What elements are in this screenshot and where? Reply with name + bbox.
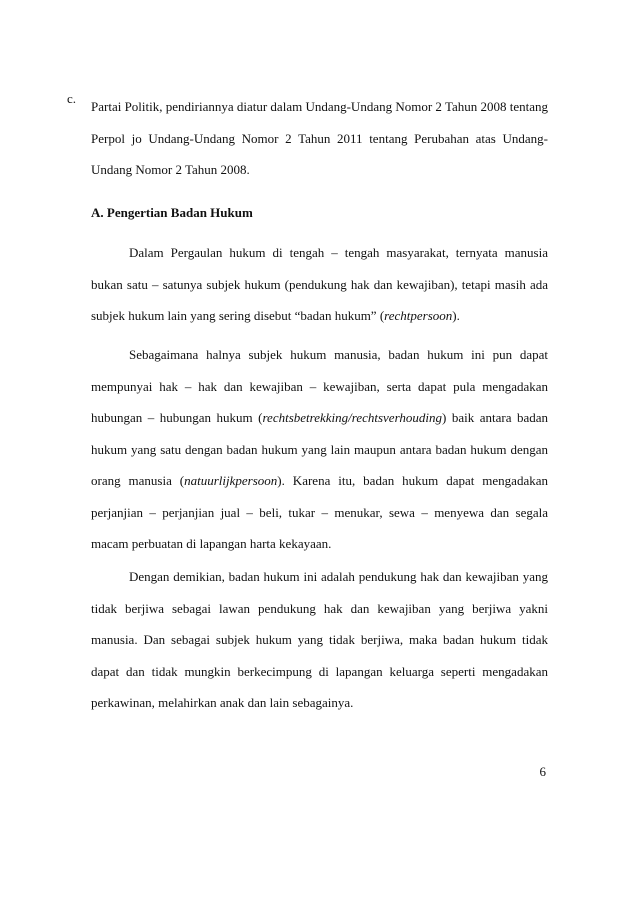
paragraph-2-text-b: ) baik antara badan hukum yang satu dengan badan hukum yang lain maupun antara badan hukum dengan orang manusia ( bbox=[91, 410, 548, 488]
paragraph-2-italic-term-1: rechtsbetrekking/rechtsverhouding bbox=[262, 410, 443, 425]
paragraph-2-text-a: Sebagaimana halnya subjek hukum manusia, badan hukum ini pun dapat mempunyai hak – hak dan kewajiban – kewajiban, serta dapat pula mengadakan hubungan – hubungan hukum ( bbox=[91, 347, 548, 425]
paragraph-1-text-end: ). bbox=[452, 308, 460, 323]
paragraph-3: Dengan demikian, badan hukum ini adalah pendukung hak dan kewajiban yang tidak berjiwa sebagai lawan pendukung hak dan kewajiban yang berjiwa yakni manusia. Dan sebagai subjek hukum yang tidak berjiwa, maka badan hukum tidak dapat dan tidak mungkin berkecimpung di lapangan keluarga seperti mengadakan perkawinan, melahirkan anak dan lain sebagainya. bbox=[91, 569, 548, 710]
paragraph-2-italic-term-2: natuurlijkpersoon bbox=[184, 473, 278, 488]
paragraph-1 bbox=[91, 237, 548, 332]
paragraph-1-italic-term: rechtpersoon bbox=[384, 308, 453, 323]
paragraph-2-text-c: ). Karena itu, badan hukum dapat mengadakan perjanjian – perjanjian jual – beli, tukar – menukar, sewa – menyewa dan segala macam perbuatan di lapangan harta kekayaan. bbox=[91, 473, 548, 551]
list-marker: c. bbox=[67, 91, 77, 106]
section-heading: A. Pengertian Badan Hukum bbox=[91, 205, 253, 220]
paragraph-2 bbox=[91, 339, 548, 560]
page-number: 6 bbox=[539, 764, 546, 779]
paragraph-1-text: Dalam Pergaulan hukum di tengah – tengah masyarakat, ternyata manusia bukan satu – satunya subjek hukum (pendukung hak dan kewajiban), tetapi masih ada subjek hukum lain yang sering disebut “badan hukum” ( bbox=[91, 245, 548, 323]
list-item-text: Partai Politik, pendiriannya diatur dalam Undang-Undang Nomor 2 Tahun 2008 tentang Perpol jo Undang-Undang Nomor 2 Tahun 2011 tentang Perubahan atas Undang-Undang Nomor 2 Tahun 2008. bbox=[91, 99, 549, 177]
